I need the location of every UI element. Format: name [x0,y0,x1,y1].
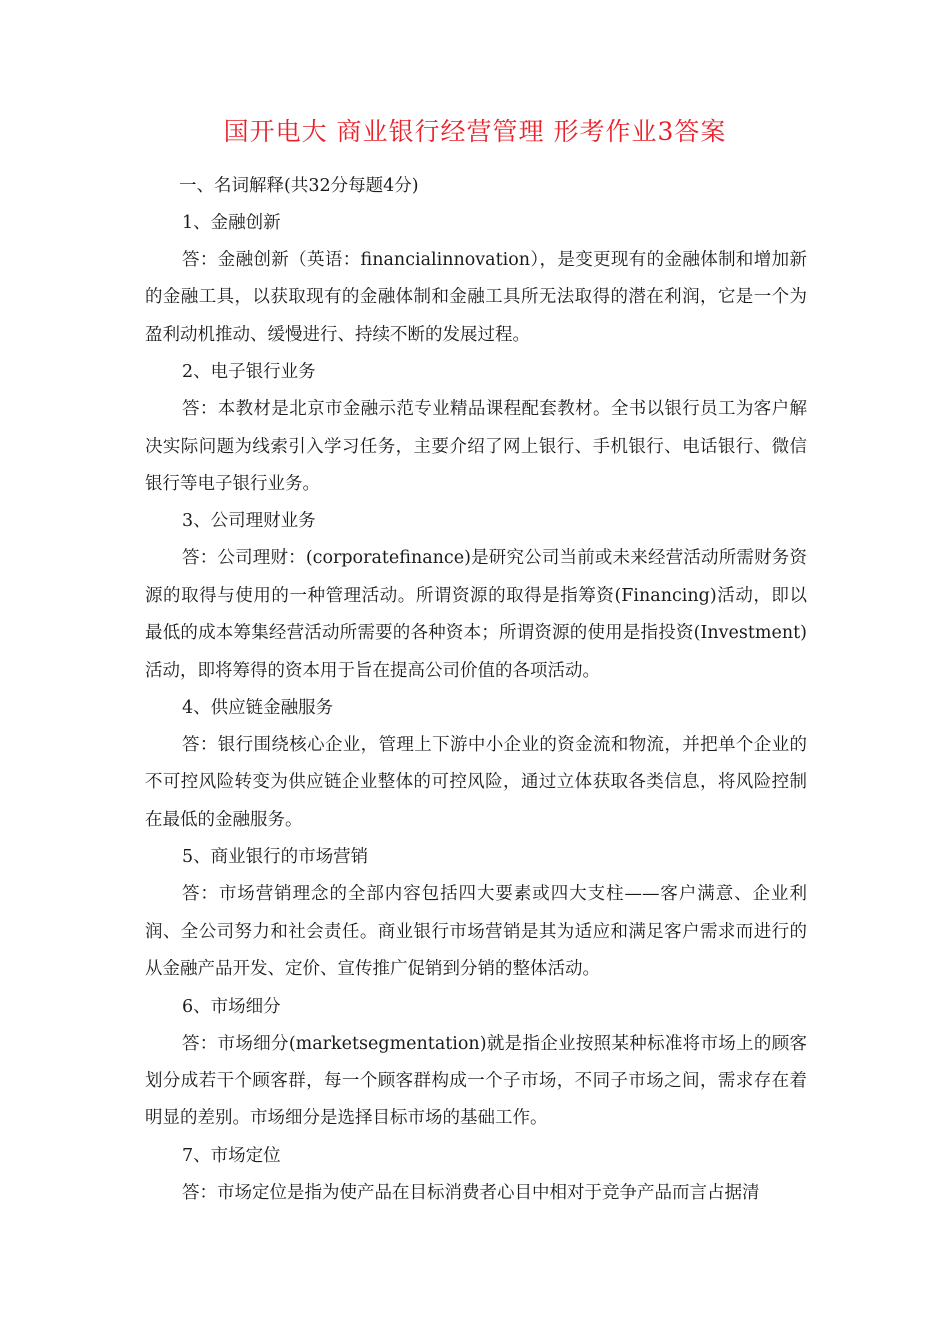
item-market-segmentation [145,989,807,1138]
item-financial-innovation [145,205,807,354]
term-answer: 答：公司理财：(corporatefinance)是研究公司当前或未来经营活动所需财务资源的取得与使用的一种管理活动。所谓资源的取得是指筹资(Financing)活动，即以最低的成本筹集经营活动所需要的各种资本；所谓资源的使用是指投资(Investment)活动，即将筹得的资本用于旨在提高公司价值的各项活动。 [145,548,807,681]
term-heading: 6、市场细分 [182,996,281,1017]
term-answer: 答：市场定位是指为使产品在目标消费者心目中相对于竞争产品而言占据清 [182,1182,760,1203]
term-heading: 3、公司理财业务 [182,511,316,532]
term-heading: 5、商业银行的市场营销 [182,847,369,868]
document-title: 国开电大 商业银行经营管理 形考作业3答案 [223,117,727,146]
term-answer: 答：本教材是北京市金融示范专业精品课程配套教材。全书以银行员工为客户解决实际问题为线索引入学习任务，主要介绍了网上银行、手机银行、电话银行、微信银行等电子银行业务。 [145,399,807,495]
item-e-banking [145,354,807,503]
term-answer: 答：市场细分(marketsegmentation)就是指企业按照某种标准将市场上的顾客划分成若干个顾客群，每一个顾客群构成一个子市场，不同子市场之间，需求存在着明显的差别。市场细分是选择目标市场的基础工作。 [145,1033,807,1129]
document-body [145,168,807,1212]
term-heading: 2、电子银行业务 [182,362,316,383]
term-heading: 7、市场定位 [182,1145,281,1166]
term-answer: 答：金融创新（英语：financialinnovation），是变更现有的金融体制和增加新的金融工具，以获取现有的金融体制和金融工具所无法取得的潜在利润，它是一个为盈利动机推动、缓慢进行、持续不断的发展过程。 [145,250,807,345]
item-supply-chain-finance [145,690,807,839]
term-heading: 1、金融创新 [182,213,281,233]
item-market-positioning [145,1138,807,1212]
item-bank-marketing [145,839,807,988]
section-heading: 一、名词解释(共32分每题4分) [179,176,419,196]
term-heading: 4、供应链金融服务 [182,698,334,719]
item-corporate-finance [145,503,807,690]
term-answer: 答：市场营销理念的全部内容包括四大要素或四大支柱——客户满意、企业利润、全公司努力和社会责任。商业银行市场营销是其为适应和满足客户需求而进行的从金融产品开发、定价、宣传推广促销到分销的整体活动。 [145,884,807,980]
term-answer: 答：银行围绕核心企业，管理上下游中小企业的资金流和物流，并把单个企业的不可控风险转变为供应链企业整体的可控风险，通过立体获取各类信息，将风险控制在最低的金融服务。 [145,735,807,830]
